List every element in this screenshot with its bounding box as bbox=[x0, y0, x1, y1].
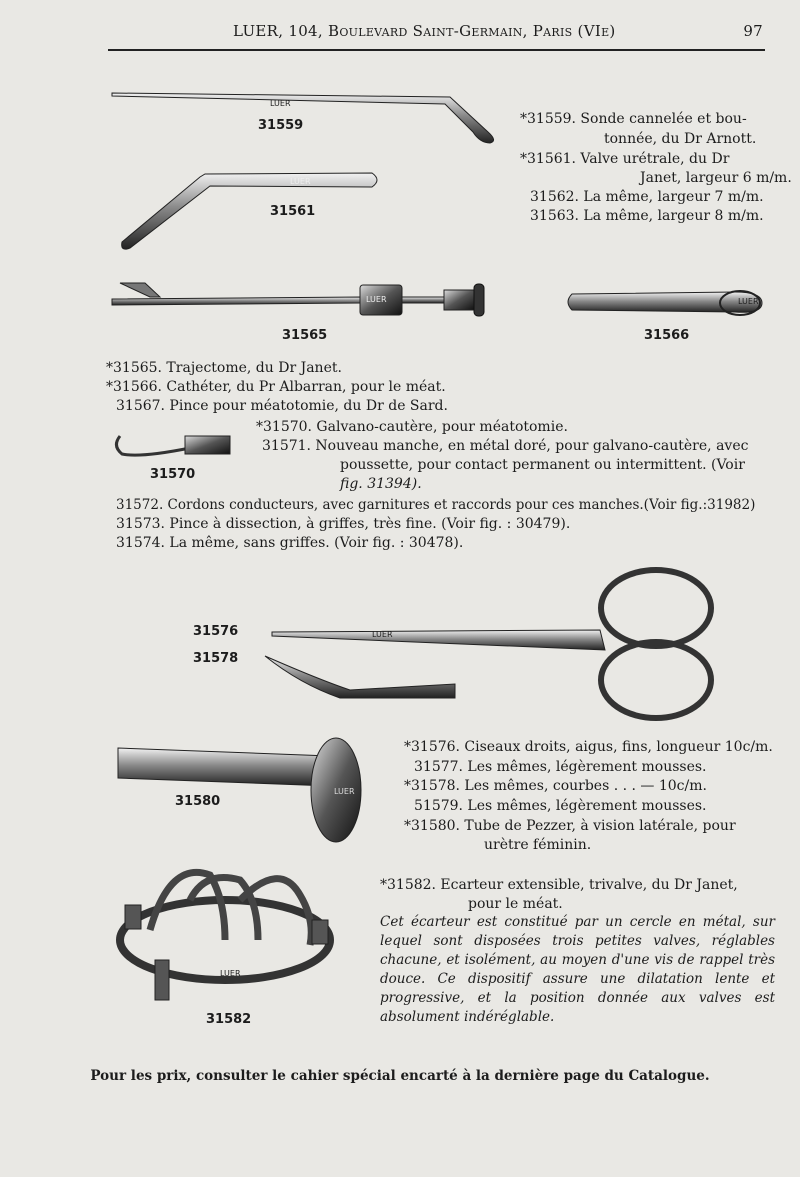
figure-label-31576: 31576 bbox=[193, 624, 239, 639]
entry-31566: *31566. Cathéter, du Pr Albarran, pour le méat. bbox=[106, 379, 446, 395]
engraving-31580: LUER bbox=[334, 787, 355, 796]
entry-31561-line1: *31561. Valve urétrale, du Dr bbox=[520, 151, 730, 167]
pezzer-tube-31580-drawing bbox=[118, 738, 361, 842]
page-footer: Pour les prix, consulter le cahier spécial encarté à la dernière page du Catalogue. bbox=[90, 1068, 710, 1084]
trajectome-31565-drawing bbox=[112, 283, 484, 316]
entry-31582-line1: *31582. Ecarteur extensible, trivalve, du Dr Janet, bbox=[380, 877, 738, 893]
engraving-31565: LUER bbox=[366, 295, 387, 304]
entry-31582-line2: pour le méat. bbox=[468, 896, 563, 912]
figure-label-31559: 31559 bbox=[258, 118, 304, 133]
entry-31577: 31577. Les mêmes, légèrement mousses. bbox=[414, 759, 707, 775]
engraving-31559: LUER bbox=[270, 99, 291, 108]
entry-31572: 31572. Cordons conducteurs, avec garnitures et raccords pour ces manches.(Voir fig.:31982) bbox=[116, 497, 756, 513]
entry-31565: *31565. Trajectome, du Dr Janet. bbox=[106, 360, 342, 376]
figure-label-31561: 31561 bbox=[270, 204, 316, 219]
entry-51579: 51579. Les mêmes, légèrement mousses. bbox=[414, 798, 707, 814]
entry-31559-line2: tonnée, du Dr Arnott. bbox=[604, 131, 757, 147]
engraving-31566: LUER bbox=[738, 297, 759, 306]
retractor-description: Cet écarteur est constitué par un cercle en métal, sur lequel sont disposées trois petites valves, réglables chacune, et isolément, au moyen d'une vis de rappel très douce. Ce dispositif assure une dilatation lente et progressive, et la position donnée aux valves est absolument indéréglable. bbox=[380, 914, 775, 1025]
figure-label-31570: 31570 bbox=[150, 467, 196, 482]
engraving-31582: LUER bbox=[220, 969, 241, 978]
entry-31561-line2: Janet, largeur 6 m/m. bbox=[640, 170, 792, 186]
curved-scissors-31578-drawing bbox=[265, 656, 455, 698]
figure-label-31566: 31566 bbox=[644, 328, 690, 343]
entry-31570: *31570. Galvano-cautère, pour méatotomie. bbox=[256, 419, 568, 435]
entry-31562: 31562. La même, largeur 7 m/m. bbox=[530, 189, 764, 205]
entry-31576: *31576. Ciseaux droits, aigus, fins, longueur 10c/m. bbox=[404, 739, 773, 755]
entry-31574: 31574. La même, sans griffes. (Voir fig. : 30478). bbox=[116, 535, 464, 551]
catheter-31566-drawing bbox=[568, 291, 762, 315]
figure-label-31580: 31580 bbox=[175, 794, 221, 809]
header-title: LUER, 104, Boulevard Saint-Germain, Paris (VIe) bbox=[233, 22, 616, 40]
valve-31561-drawing bbox=[122, 173, 377, 249]
entry-31559-line1: *31559. Sonde cannelée et bou- bbox=[520, 111, 747, 127]
entry-31571-line2: poussette, pour contact permanent ou intermittent. (Voir bbox=[340, 457, 745, 473]
entry-31580-line1: *31580. Tube de Pezzer, à vision latérale, pour bbox=[404, 818, 736, 834]
figure-label-31578: 31578 bbox=[193, 651, 239, 666]
page-number: 97 bbox=[743, 22, 763, 40]
entry-31571-line3: fig. 31394). bbox=[340, 476, 422, 492]
figure-label-31582: 31582 bbox=[206, 1012, 252, 1027]
engraving-31561: LUER bbox=[290, 177, 311, 186]
engraving-31576: LUER bbox=[372, 630, 393, 639]
entry-31563: 31563. La même, largeur 8 m/m. bbox=[530, 208, 764, 224]
entry-31573: 31573. Pince à dissection, à griffes, très fine. (Voir fig. : 30479). bbox=[116, 516, 571, 532]
entry-31578: *31578. Les mêmes, courbes . . . — 10c/m. bbox=[404, 778, 707, 794]
entry-31571-line1: 31571. Nouveau manche, en métal doré, pour galvano-cautère, avec bbox=[262, 438, 749, 454]
figure-label-31565: 31565 bbox=[282, 328, 328, 343]
galvano-cautery-31570-drawing bbox=[116, 436, 230, 455]
entry-31580-line2: urètre féminin. bbox=[484, 837, 592, 853]
entry-31567: 31567. Pince pour méatotomie, du Dr de Sard. bbox=[116, 398, 448, 414]
